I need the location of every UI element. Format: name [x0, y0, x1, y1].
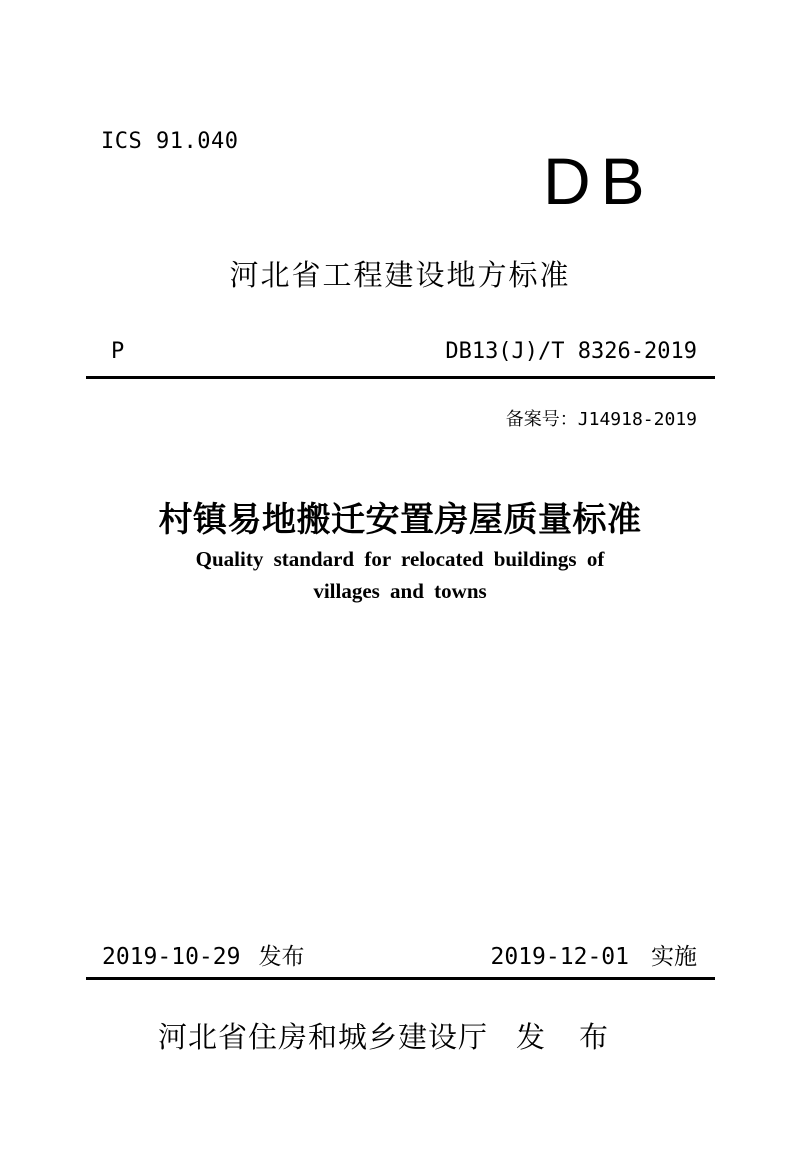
db-mark: DB [543, 144, 655, 218]
effective-date: 2019-12-01 [490, 944, 629, 970]
title-english [0, 543, 800, 607]
issuer [0, 1015, 800, 1056]
title-english-line1: Quality standard for relocated buildings of [195, 547, 605, 571]
effective-label: 实施 [651, 944, 697, 970]
bottom-divider [86, 977, 715, 980]
filing-record [506, 405, 697, 431]
effective-info [491, 938, 697, 971]
standard-number: DB13(J)/T 8326-2019 [445, 339, 697, 364]
title-english-line2: villages and towns [313, 579, 487, 603]
issue-date: 2019-10-29 [102, 944, 241, 970]
issue-info [102, 938, 304, 971]
title-chinese: 村镇易地搬迁安置房屋质量标准 [158, 500, 642, 540]
issue-label: 发布 [258, 944, 305, 970]
top-divider [86, 376, 715, 379]
filing-number: J14918-2019 [577, 409, 697, 430]
issuer-name: 河北省住房和城乡建设厅 [157, 1020, 488, 1054]
standard-type: 河北省工程建设地方标准 [229, 258, 571, 292]
category-code: P [111, 339, 125, 364]
filing-label: 备案号： [505, 409, 578, 430]
ics-code: ICS 91.040 [101, 129, 239, 154]
issuer-action: 发布 [516, 1020, 643, 1054]
